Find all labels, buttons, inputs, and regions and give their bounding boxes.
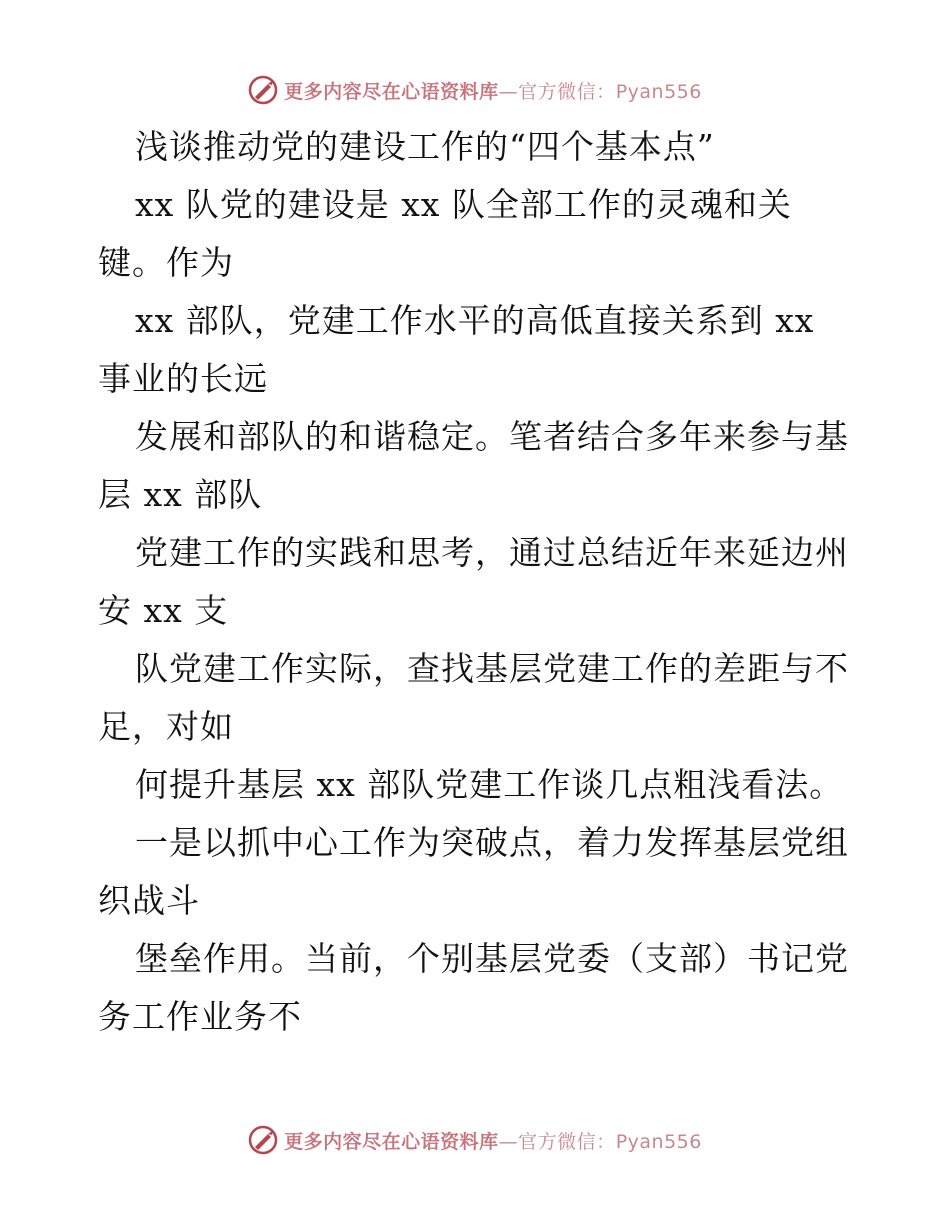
paragraph: 堡垒作用。当前，个别基层党委（支部）书记党务工作业务不 [98, 939, 849, 1036]
paragraph: 党建工作的实践和思考，通过总结近年来延边州安 xx 支 [98, 533, 849, 630]
banner-separator: — [498, 80, 519, 103]
banner-site-name: 更多内容尽在心语资料库 [284, 1130, 499, 1153]
paragraph: 发展和部队的和谐稳定。笔者结合多年来参与基层 xx 部队 [98, 417, 849, 514]
banner-text [284, 1127, 702, 1154]
footer-banner [0, 1120, 950, 1160]
banner-separator: — [498, 1130, 519, 1153]
quill-pen-logo-icon [248, 75, 278, 105]
banner-wechat-id: Pyan556 [615, 80, 702, 103]
quill-pen-logo-icon [248, 1125, 278, 1155]
paragraph: 队党建工作实际，查找基层党建工作的差距与不足，对如 [98, 649, 849, 746]
paragraph: xx 队党的建设是 xx 队全部工作的灵魂和关键。作为 [98, 185, 792, 282]
banner-text [284, 77, 702, 104]
paragraph: 何提升基层 xx 部队党建工作谈几点粗浅看法。 [135, 765, 844, 804]
document-body [98, 118, 858, 1046]
paragraph: 一是以抓中心工作为突破点，着力发挥基层党组织战斗 [98, 823, 849, 920]
banner-wechat-label: 官方微信： [518, 80, 616, 103]
paragraph: xx 部队，党建工作水平的高低直接关系到 xx 事业的长远 [98, 301, 815, 398]
document-title: 浅谈推动党的建设工作的“四个基本点” [135, 127, 715, 166]
header-banner [0, 70, 950, 110]
banner-wechat-id: Pyan556 [615, 1130, 702, 1153]
banner-wechat-label: 官方微信： [518, 1130, 616, 1153]
banner-site-name: 更多内容尽在心语资料库 [284, 80, 499, 103]
